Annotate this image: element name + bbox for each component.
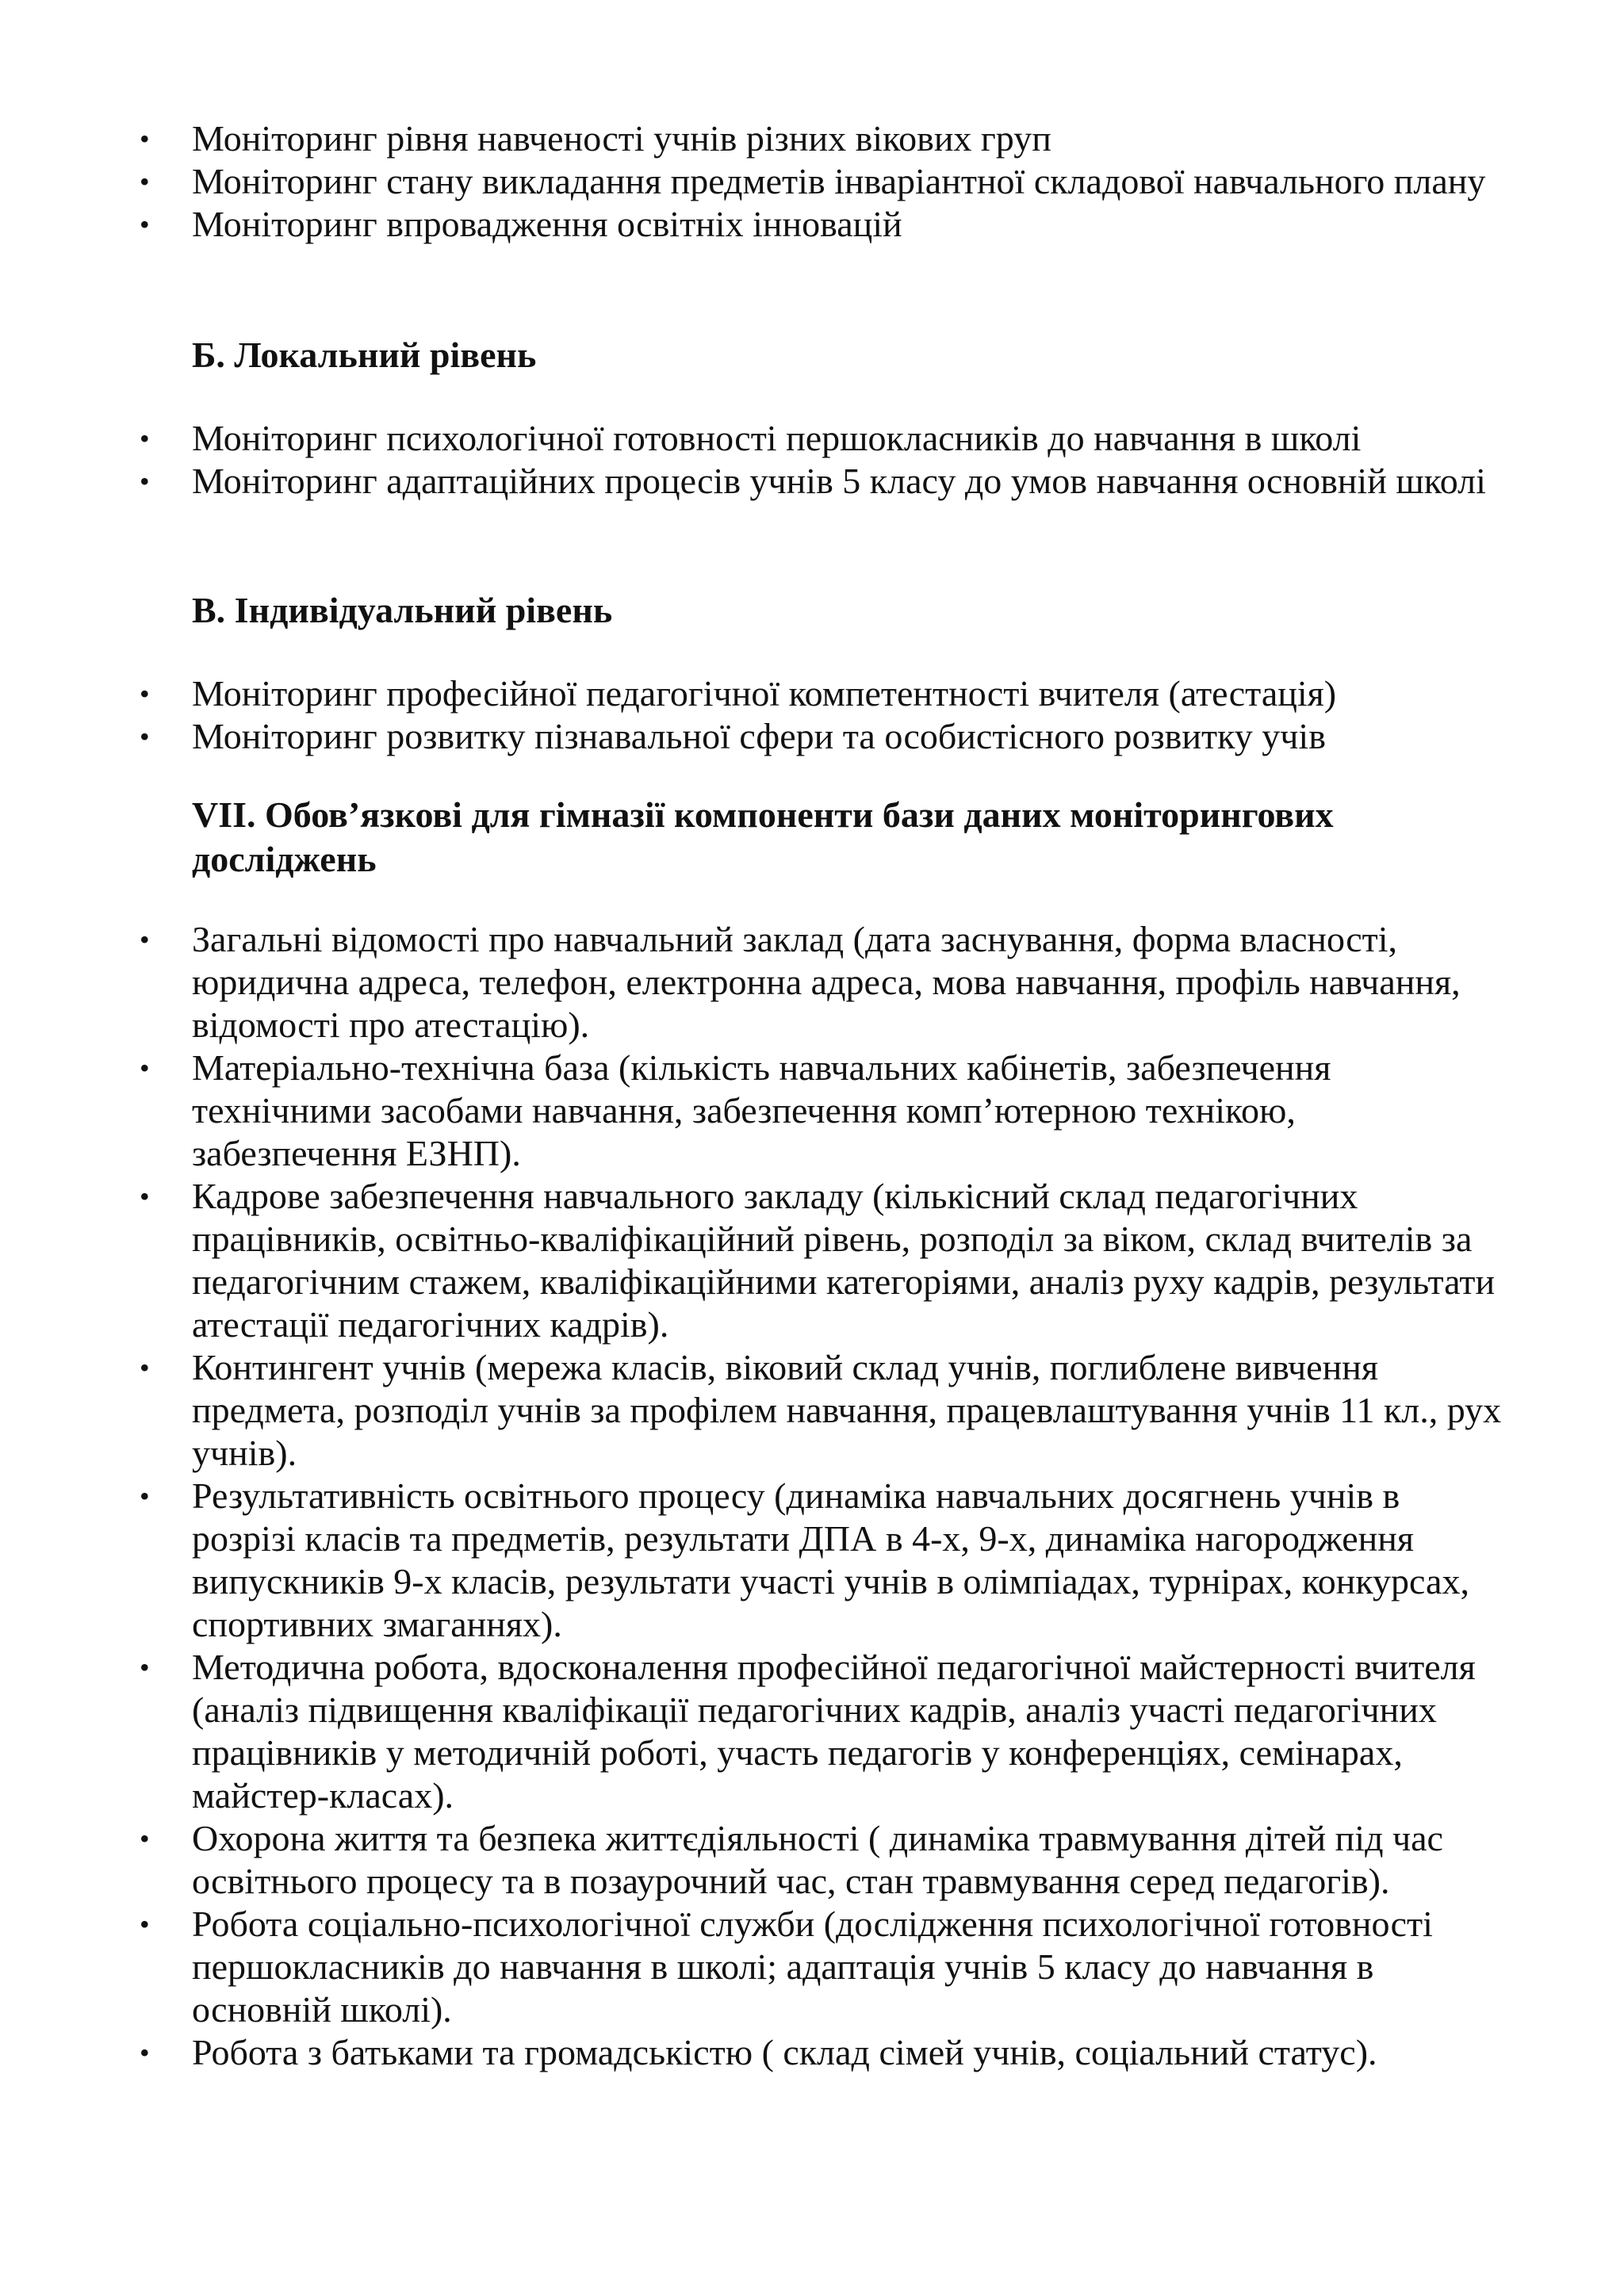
- list-b: [140, 417, 1507, 503]
- list-item: • Моніторинг професійної педагогічної компетентності вчителя (атестація): [140, 672, 1507, 715]
- list-item: • Кадрове забезпечення навчального закладу (кількісний склад педагогічних працівників, освітньо-кваліфікаційний рівень, розподіл за віком, склад вчителів за педагогічним стажем, кваліфікаційними категоріями, аналіз руху кадрів, результати атестації педагогічних кадрів).: [140, 1175, 1507, 1346]
- list-a: [140, 117, 1507, 246]
- list-item: • Методична робота, вдосконалення професійної педагогічної майстерності вчителя (аналіз підвищення кваліфікації педагогічних кадрів, аналіз участі педагогічних працівників у методичній роботі, участь педагогів у конференціях, семінарах, майстер-класах).: [140, 1646, 1507, 1817]
- heading-section-vii: VII. Обов’язкові для гімназії компоненти бази даних моніторингових досліджень: [192, 794, 1334, 879]
- heading-individual-level: В. Індивідуальний рівень: [192, 590, 613, 630]
- list-item: • Загальні відомості про навчальний заклад (дата заснування, форма власності, юридична адреса, телефон, електронна адреса, мова навчання, профіль навчання, відомості про атестацію).: [140, 918, 1507, 1047]
- list-vii: [140, 918, 1507, 2074]
- list-item: • Результативність освітнього процесу (динаміка навчальних досягнень учнів в розрізі класів та предметів, результати ДПА в 4-х, 9-х, динаміка нагородження випускників 9-х класів, результати участі учнів в олімпіадах, турнірах, конкурсах, спортивних змаганнях).: [140, 1475, 1507, 1646]
- list-c: [140, 672, 1507, 758]
- list-item: • Моніторинг впровадження освітніх інновацій: [140, 203, 1507, 246]
- list-item: • Моніторинг розвитку пізнавальної сфери та особистісного розвитку учів: [140, 715, 1507, 758]
- list-item: • Робота з батьками та громадськістю ( склад сімей учнів, соціальний статус).: [140, 2031, 1507, 2074]
- list-item: • Охорона життя та безпека життєдіяльності ( динаміка травмування дітей під час освітнього процесу та в позаурочний час, стан травмування серед педагогів).: [140, 1817, 1507, 1903]
- list-item: • Моніторинг рівня навченості учнів різних вікових груп: [140, 117, 1507, 160]
- list-item: • Моніторинг стану викладання предметів інваріантної складової навчального плану: [140, 160, 1507, 203]
- list-item: • Робота соціально-психологічної служби (дослідження психологічної готовності першокласників до навчання в школі; адаптація учнів 5 класу до навчання в основній школі).: [140, 1903, 1507, 2031]
- list-item: • Матеріально-технічна база (кількість навчальних кабінетів, забезпечення технічними засобами навчання, забезпечення комп’ютерною технікою, забезпечення ЕЗНП).: [140, 1047, 1507, 1175]
- list-item: • Моніторинг адаптаційних процесів учнів 5 класу до умов навчання основній школі: [140, 460, 1507, 503]
- list-item: • Моніторинг психологічної готовності першокласників до навчання в школі: [140, 417, 1507, 460]
- list-item: • Контингент учнів (мережа класів, віковий склад учнів, поглиблене вивчення предмета, розподіл учнів за профілем навчання, працевлаштування учнів 11 кл., рух учнів).: [140, 1346, 1507, 1475]
- heading-local-level: Б. Локальний рівень: [192, 335, 537, 375]
